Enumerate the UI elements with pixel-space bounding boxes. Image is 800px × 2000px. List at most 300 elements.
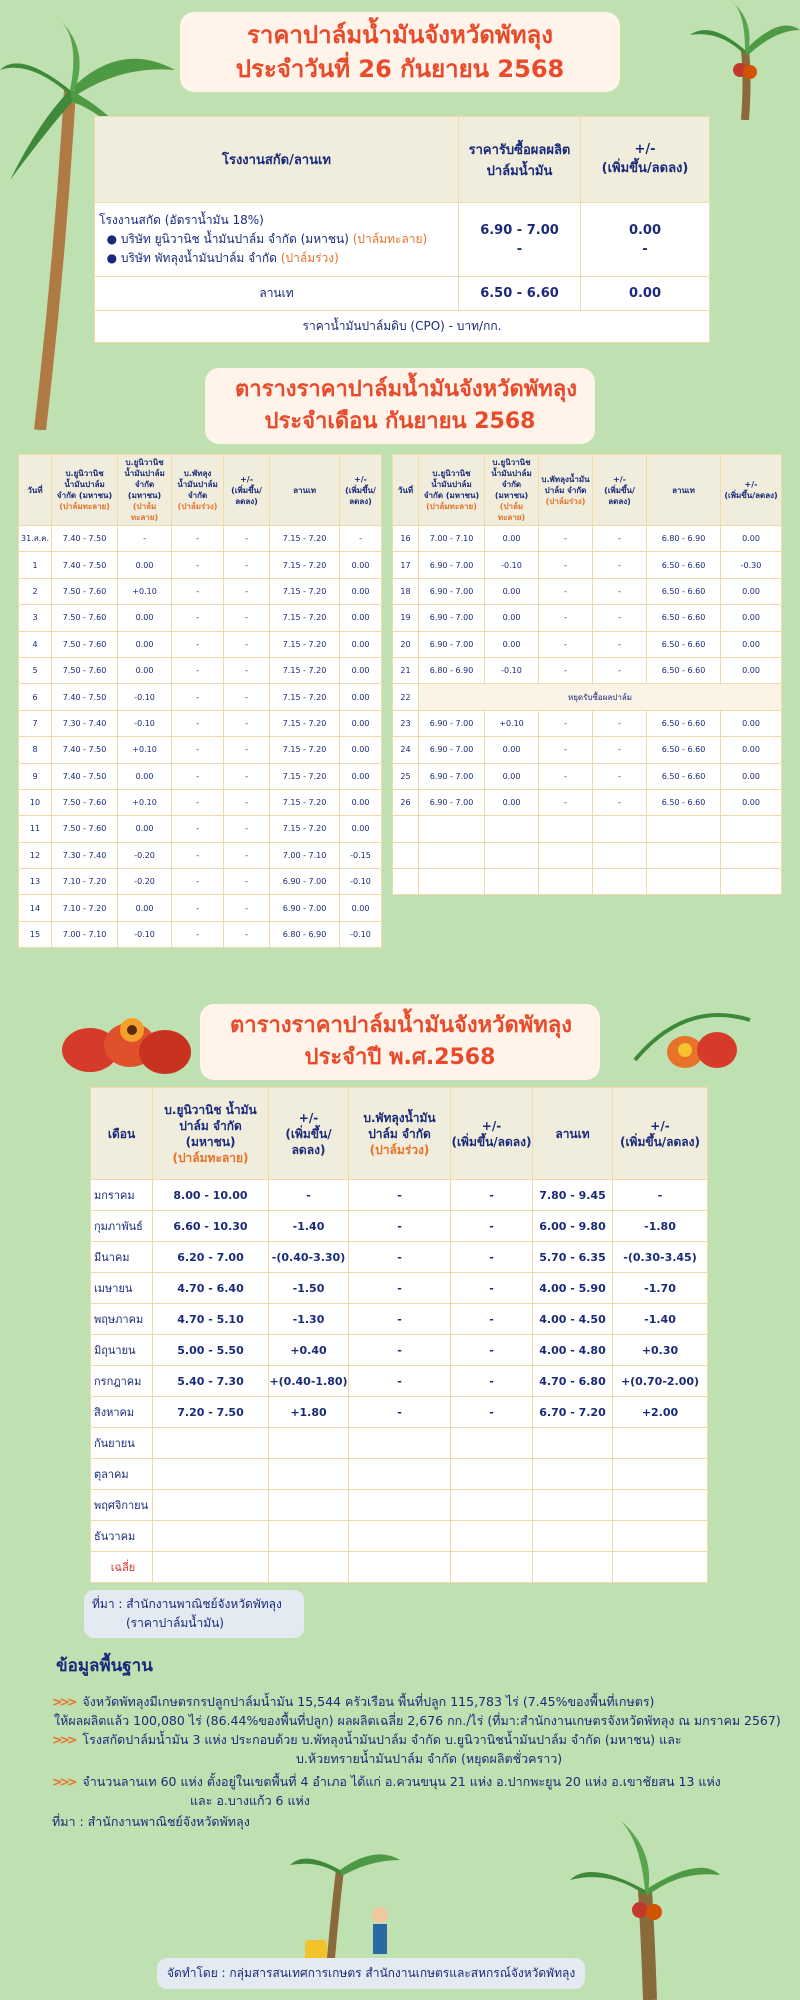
year-cell (613, 1521, 708, 1552)
month-right-cell: 6.90 - 7.00 (419, 789, 485, 815)
month-right-row (393, 869, 782, 895)
year-cell: ธันวาคม (91, 1521, 153, 1552)
month-right-cell: 0.00 (485, 578, 539, 604)
year-cell: - (349, 1180, 451, 1211)
year-cell: มกราคม (91, 1180, 153, 1211)
month-left-cell: 0.00 (118, 816, 172, 842)
mh2-c1-sub: (ปาล์มทะลาย) (426, 502, 477, 511)
month-right-cell (721, 816, 782, 842)
month-left-cell: +0.10 (118, 789, 172, 815)
month-left-row (19, 578, 382, 604)
daily-yard-price: 6.50 - 6.60 (459, 277, 581, 311)
year-cell: เฉลี่ย (91, 1552, 153, 1583)
year-cell: 7.80 - 9.45 (533, 1180, 613, 1211)
month-right-row (393, 657, 782, 683)
year-cell (533, 1552, 613, 1583)
month-left-cell: - (172, 578, 224, 604)
month-right-cell: - (539, 552, 593, 578)
month-right-cell: 17 (393, 552, 419, 578)
month-right-cell: - (593, 526, 647, 552)
month-right-note: หยุดรับซื้อผลปาล์ม (419, 684, 782, 710)
month-right-row (393, 605, 782, 631)
year-row (91, 1490, 708, 1521)
month-left-cell: 0.00 (118, 763, 172, 789)
daily-factory-price (459, 203, 581, 277)
month-right-cell: 6.50 - 6.60 (647, 552, 721, 578)
month-left-cell: - (172, 684, 224, 710)
year-cell (613, 1459, 708, 1490)
year-cell (451, 1490, 533, 1521)
month-right-cell: 23 (393, 710, 419, 736)
month-right-cell: 0.00 (721, 710, 782, 736)
info-arrow-2: >>> (52, 1732, 75, 1747)
yearly-title-line1: ตารางราคาปาล์มน้ำมันจังหวัดพัทลุง (230, 1013, 573, 1038)
year-cell: พฤศจิกายน (91, 1490, 153, 1521)
year-cell: +2.00 (613, 1397, 708, 1428)
mh-c4: +/- (เพิ่มขึ้น/ลดลง) (224, 455, 270, 526)
year-cell (269, 1521, 349, 1552)
month-right-row (393, 737, 782, 763)
month-left-cell: -0.20 (118, 842, 172, 868)
month-right-cell: - (539, 737, 593, 763)
year-cell: 4.70 - 6.40 (153, 1273, 269, 1304)
info-arrow-1: >>> (52, 1694, 75, 1709)
month-right-cell: 6.90 - 7.00 (419, 710, 485, 736)
month-right-cell: - (539, 789, 593, 815)
month-right-cell: 6.50 - 6.60 (647, 578, 721, 604)
month-right-row (393, 552, 782, 578)
month-left-row (19, 657, 382, 683)
yh-c2: +/- (เพิ่มขึ้น/ลดลง) (269, 1088, 349, 1180)
year-cell: +1.80 (269, 1397, 349, 1428)
year-cell: +0.40 (269, 1335, 349, 1366)
year-cell: สิงหาคม (91, 1397, 153, 1428)
month-left-cell: 9 (19, 763, 52, 789)
factory1-change: 0.00 (628, 222, 662, 238)
month-left-row (19, 526, 382, 552)
yh-c1-sub: (ปาล์มทะลาย) (172, 1150, 249, 1165)
month-left-cell: 7.15 - 7.20 (270, 737, 340, 763)
mh2-c3-label: บ.พัทลุงน้ำมันปาล์ม จำกัด (541, 474, 590, 495)
month-right-cell: 18 (393, 578, 419, 604)
mh2-day: วันที่ (393, 455, 419, 526)
factory1-price: 6.90 - 7.00 (480, 222, 559, 238)
month-left-cell: 7.30 - 7.40 (52, 842, 118, 868)
daily-col-change: +/- (เพิ่มขึ้น/ลดลง) (581, 117, 710, 203)
month-left-row (19, 631, 382, 657)
year-cell (533, 1521, 613, 1552)
month-left-cell: 0.00 (340, 710, 382, 736)
mh-c2 (118, 455, 172, 526)
month-right-cell (721, 842, 782, 868)
month-right-cell: -0.10 (485, 552, 539, 578)
month-right-cell: 0.00 (721, 526, 782, 552)
year-cell: 4.00 - 4.80 (533, 1335, 613, 1366)
factory2-change: - (642, 241, 648, 257)
year-cell: -(0.30-3.45) (613, 1242, 708, 1273)
daily-factory-cell (95, 203, 459, 277)
palm-fruit-left-icon (50, 1010, 200, 1080)
footer-credit: จัดทำโดย : กลุ่มสารสนเทศการเกษตร สำนักงานเกษตรและสหกรณ์จังหวัดพัทลุง (157, 1958, 585, 1989)
month-right-cell: +0.10 (485, 710, 539, 736)
month-left-cell: -0.10 (340, 921, 382, 947)
month-left-cell: - (224, 763, 270, 789)
month-right-cell: - (539, 763, 593, 789)
month-right-cell: 22 (393, 684, 419, 710)
month-right-cell: - (593, 631, 647, 657)
year-cell: มีนาคม (91, 1242, 153, 1273)
year-cell (269, 1428, 349, 1459)
page-title-line2: ประจำวันที่ 26 กันยายน 2568 (235, 55, 565, 83)
month-right-cell: 6.50 - 6.60 (647, 789, 721, 815)
year-row (91, 1335, 708, 1366)
month-left-cell: 7.15 - 7.20 (270, 789, 340, 815)
month-left-row (19, 710, 382, 736)
year-cell: +0.30 (613, 1335, 708, 1366)
mh2-c1-label: บ.ยูนิวานิช น้ำมันปาล์ม จำกัด (มหาชน) (423, 469, 480, 500)
month-left-cell: 6.80 - 6.90 (270, 921, 340, 947)
month-right-cell: 7.00 - 7.10 (419, 526, 485, 552)
month-right-cell (485, 816, 539, 842)
month-right-cell: 6.50 - 6.60 (647, 657, 721, 683)
info-p3b: และ อ.บางแก้ว 6 แห่ง (190, 1793, 310, 1808)
month-left-cell: 7.40 - 7.50 (52, 763, 118, 789)
year-cell: - (451, 1180, 533, 1211)
month-left-cell: 7.15 - 7.20 (270, 631, 340, 657)
month-left-cell: 7.40 - 7.50 (52, 684, 118, 710)
month-left-cell: 7.50 - 7.60 (52, 578, 118, 604)
month-left-cell: - (172, 895, 224, 921)
info-p2b: บ.ห้วยทรายน้ำมันปาล์ม จำกัด (หยุดผลิตชั่วคราว) (296, 1751, 563, 1766)
month-right-cell: 24 (393, 737, 419, 763)
yh-c4: +/- (เพิ่มขึ้น/ลดลง) (451, 1088, 533, 1180)
month-right-cell: 21 (393, 657, 419, 683)
month-left-cell: -0.10 (118, 684, 172, 710)
month-left-cell: 0.00 (340, 552, 382, 578)
year-cell: - (451, 1397, 533, 1428)
mh2-c3-sub: (ปาล์มร่วง) (545, 496, 586, 506)
month-left-cell: 8 (19, 737, 52, 763)
month-right-cell: 6.90 - 7.00 (419, 578, 485, 604)
mh-c3-sub: (ปาล์มร่วง) (177, 502, 218, 511)
month-right-cell: 0.00 (721, 737, 782, 763)
monthly-title-line1: ตารางราคาปาล์มน้ำมันจังหวัดพัทลุง (235, 377, 578, 402)
year-row (91, 1428, 708, 1459)
month-left-cell: - (224, 869, 270, 895)
year-cell: 4.00 - 4.50 (533, 1304, 613, 1335)
month-right-row (393, 526, 782, 552)
factory1-name: บริษัท ยูนิวานิช น้ำมันปาล์ม จำกัด (มหาชน) (120, 232, 349, 246)
year-cell: - (349, 1211, 451, 1242)
year-cell: 7.20 - 7.50 (153, 1397, 269, 1428)
year-cell (349, 1428, 451, 1459)
month-left-cell: - (172, 763, 224, 789)
mh-c3-label: บ.พัทลุงน้ำมันปาล์ม จำกัด (177, 469, 218, 500)
month-left-cell: - (224, 657, 270, 683)
year-cell: - (451, 1335, 533, 1366)
month-right-cell: 0.00 (485, 737, 539, 763)
year-cell: +(0.40-1.80) (269, 1366, 349, 1397)
month-left-cell: - (172, 526, 224, 552)
year-cell (269, 1552, 349, 1583)
year-row (91, 1211, 708, 1242)
yearly-title (200, 1004, 600, 1080)
year-cell: - (349, 1242, 451, 1273)
monthly-title-line2: ประจำเดือน กันยายน 2568 (264, 409, 536, 434)
month-left-cell: -0.10 (118, 921, 172, 947)
month-left-cell: 7.00 - 7.10 (52, 921, 118, 947)
month-right-cell: 6.90 - 7.00 (419, 552, 485, 578)
yearly-table (90, 1087, 708, 1583)
month-left-cell: 7.15 - 7.20 (270, 526, 340, 552)
mh-c1-label: บ.ยูนิวานิช น้ำมันปาล์ม จำกัด (มหาชน) (56, 469, 113, 500)
month-left-cell: 2 (19, 578, 52, 604)
month-right-row (393, 816, 782, 842)
month-right-cell (593, 842, 647, 868)
month-left-cell: 7 (19, 710, 52, 736)
month-left-cell: 0.00 (118, 631, 172, 657)
month-right-cell: -0.30 (721, 552, 782, 578)
month-right-cell: 25 (393, 763, 419, 789)
monthly-table-right (392, 454, 782, 895)
info-p1b: ให้ผลผลิตแล้ว 100,080 ไร่ (86.44%ของพื้นที่ปลูก) ผลผลิตเฉลี่ย 2,676 กก./ไร่ (ที่มา:สำนักงานเกษตรจังหวัดพัทลุง ณ มกราคม 2567) (54, 1713, 781, 1728)
year-cell: - (269, 1180, 349, 1211)
month-right-cell (539, 842, 593, 868)
daily-cpo: ราคาน้ำมันปาล์มดิบ (CPO) - บาท/กก. (95, 311, 710, 343)
month-right-cell (419, 816, 485, 842)
month-left-cell: 0.00 (340, 789, 382, 815)
palm-tree-bottom-right-icon (570, 1820, 720, 2000)
year-cell: +(0.70-2.00) (613, 1366, 708, 1397)
mh-c6: +/- (เพิ่มขึ้น/ลดลง) (340, 455, 382, 526)
month-left-cell: +0.10 (118, 578, 172, 604)
month-left-cell: - (224, 737, 270, 763)
factory2-row: ● บริษัท พัทลุงน้ำมันปาล์ม จำกัด (ปาล์มร่วง) (99, 251, 339, 265)
month-right-cell: 6.90 - 7.00 (419, 737, 485, 763)
month-left-cell: 7.00 - 7.10 (270, 842, 340, 868)
month-left-cell: - (224, 789, 270, 815)
month-left-cell: 7.15 - 7.20 (270, 657, 340, 683)
mh2-c2-label: บ.ยูนิวานิช น้ำมันปาล์ม จำกัด (มหาชน) (491, 458, 532, 500)
mh-c2-sub: (ปาล์มทะลาย) (130, 502, 159, 522)
monthly-title (205, 368, 595, 444)
month-left-row (19, 895, 382, 921)
year-cell: - (349, 1304, 451, 1335)
month-left-cell: 7.40 - 7.50 (52, 737, 118, 763)
month-left-cell: - (224, 552, 270, 578)
month-left-cell: 7.15 - 7.20 (270, 763, 340, 789)
year-row (91, 1273, 708, 1304)
month-left-cell: -0.15 (340, 842, 382, 868)
year-cell (451, 1459, 533, 1490)
mh2-c2-sub: (ปาล์มทะลาย) (497, 502, 526, 522)
factory2-price: - (516, 241, 523, 257)
year-cell: 6.00 - 9.80 (533, 1211, 613, 1242)
factory2-name: บริษัท พัทลุงน้ำมันปาล์ม จำกัด (120, 251, 277, 265)
month-right-cell: - (593, 578, 647, 604)
month-left-cell: -0.20 (118, 869, 172, 895)
month-left-cell: - (224, 578, 270, 604)
mh2-c1 (419, 455, 485, 526)
month-left-cell: - (172, 605, 224, 631)
year-cell: -(0.40-3.30) (269, 1242, 349, 1273)
year-cell: - (349, 1397, 451, 1428)
month-left-cell: 0.00 (340, 684, 382, 710)
month-right-cell: - (593, 552, 647, 578)
year-cell: กุมภาพันธ์ (91, 1211, 153, 1242)
month-right-cell (485, 842, 539, 868)
month-right-cell: 0.00 (485, 605, 539, 631)
daily-yard-label: ลานเท (95, 277, 459, 311)
month-left-cell: 7.40 - 7.50 (52, 552, 118, 578)
month-left-cell: 10 (19, 789, 52, 815)
yh-c3-label: บ.พัทลุงน้ำมันปาล์ม จำกัด (363, 1110, 436, 1141)
year-row (91, 1304, 708, 1335)
month-left-cell: 4 (19, 631, 52, 657)
monthly-table-left (18, 454, 382, 948)
month-left-cell: - (224, 631, 270, 657)
month-left-cell: - (172, 631, 224, 657)
year-cell: 8.00 - 10.00 (153, 1180, 269, 1211)
month-left-cell: 13 (19, 869, 52, 895)
month-right-cell: 6.80 - 6.90 (647, 526, 721, 552)
year-cell: - (613, 1180, 708, 1211)
month-left-row (19, 816, 382, 842)
info-p2a: โรงสกัดปาล์มน้ำมัน 3 แห่ง ประกอบด้วย บ.พัทลุงน้ำมันปาล์ม จำกัด บ.ยูนิวานิชน้ำมันปาล์ม จำกัด (มหาชน) และ (82, 1732, 682, 1747)
year-cell (153, 1521, 269, 1552)
year-cell: - (451, 1304, 533, 1335)
month-right-cell: 0.00 (485, 631, 539, 657)
month-right-row (393, 684, 782, 710)
year-cell (153, 1490, 269, 1521)
yh-c1 (153, 1088, 269, 1180)
info-title: ข้อมูลพื้นฐาน (56, 1656, 153, 1676)
month-left-cell: 31.ส.ค. (19, 526, 52, 552)
month-right-cell: - (539, 631, 593, 657)
month-right-cell (647, 842, 721, 868)
month-left-cell: 0.00 (118, 605, 172, 631)
month-left-cell: 6.90 - 7.00 (270, 869, 340, 895)
daily-col-price: ราคารับซื้อผลผลิตปาล์มน้ำมัน (459, 117, 581, 203)
daily-factory-change (581, 203, 710, 277)
month-left-row (19, 605, 382, 631)
month-right-cell (393, 842, 419, 868)
year-row (91, 1366, 708, 1397)
year-cell: - (451, 1211, 533, 1242)
month-right-cell: - (593, 605, 647, 631)
year-cell: มิถุนายน (91, 1335, 153, 1366)
year-cell: - (451, 1366, 533, 1397)
month-right-cell: - (539, 605, 593, 631)
month-left-cell: 7.15 - 7.20 (270, 684, 340, 710)
month-right-cell (539, 869, 593, 895)
info-p2 (52, 1730, 782, 1749)
month-left-cell: - (172, 789, 224, 815)
year-row (91, 1521, 708, 1552)
daily-col-factory: โรงงานสกัด/ลานเท (95, 117, 459, 203)
month-right-cell: - (593, 737, 647, 763)
month-left-cell: - (224, 526, 270, 552)
yh-c6: +/- (เพิ่มขึ้น/ลดลง) (613, 1088, 708, 1180)
year-cell: กันยายน (91, 1428, 153, 1459)
month-left-cell: 7.50 - 7.60 (52, 631, 118, 657)
month-left-cell: +0.10 (118, 737, 172, 763)
year-cell: 4.70 - 6.80 (533, 1366, 613, 1397)
year-row (91, 1180, 708, 1211)
month-left-row (19, 921, 382, 947)
month-left-cell: - (172, 710, 224, 736)
month-right-cell: 20 (393, 631, 419, 657)
month-right-cell: 0.00 (721, 605, 782, 631)
year-cell (533, 1490, 613, 1521)
month-left-cell: - (172, 552, 224, 578)
year-cell: 5.00 - 5.50 (153, 1335, 269, 1366)
year-cell (613, 1552, 708, 1583)
palm-fruit-right-icon (625, 1000, 755, 1075)
info-p1a: จังหวัดพัทลุงมีเกษตรกรปลูกปาล์มน้ำมัน 15,544 ครัวเรือน พื้นที่ปลูก 115,783 ไร่ (7.45%ของพื้นที่เกษตร) (82, 1694, 655, 1709)
month-left-cell: 0.00 (340, 816, 382, 842)
info-p3 (52, 1772, 782, 1791)
month-right-cell (721, 869, 782, 895)
month-left-row (19, 763, 382, 789)
info-p1 (52, 1692, 782, 1711)
year-cell: เมษายน (91, 1273, 153, 1304)
mh2-c2 (485, 455, 539, 526)
month-right-cell: 0.00 (721, 657, 782, 683)
month-right-cell: 6.90 - 7.00 (419, 605, 485, 631)
factory-heading: โรงงานสกัด (อัตราน้ำมัน 18%) (99, 213, 264, 227)
year-cell: - (349, 1273, 451, 1304)
month-right-cell: 16 (393, 526, 419, 552)
month-right-cell: 19 (393, 605, 419, 631)
month-left-cell: 7.50 - 7.60 (52, 605, 118, 631)
month-left-cell: 15 (19, 921, 52, 947)
month-left-row (19, 842, 382, 868)
page-title-line1: ราคาปาล์มน้ำมันจังหวัดพัทลุง (247, 21, 553, 49)
year-cell: - (451, 1273, 533, 1304)
month-right-cell: - (539, 526, 593, 552)
month-left-cell: 0.00 (118, 552, 172, 578)
month-left-cell: - (224, 684, 270, 710)
month-left-cell: -0.10 (118, 710, 172, 736)
year-cell: 6.60 - 10.30 (153, 1211, 269, 1242)
month-right-cell (593, 816, 647, 842)
month-right-cell (419, 869, 485, 895)
month-right-cell: 6.50 - 6.60 (647, 631, 721, 657)
factory2-type: (ปาล์มร่วง) (280, 251, 339, 265)
mh-c5: ลานเท (270, 455, 340, 526)
month-left-row (19, 552, 382, 578)
year-cell: -1.50 (269, 1273, 349, 1304)
yh-c3-sub: (ปาล์มร่วง) (369, 1142, 430, 1157)
month-left-cell: 0.00 (340, 605, 382, 631)
info-arrow-3: >>> (52, 1774, 75, 1789)
month-left-cell: 0.00 (340, 657, 382, 683)
month-left-cell: - (224, 605, 270, 631)
month-right-row (393, 842, 782, 868)
month-right-cell: 6.50 - 6.60 (647, 605, 721, 631)
year-cell: กรกฎาคม (91, 1366, 153, 1397)
month-right-row (393, 789, 782, 815)
month-left-cell: 7.15 - 7.20 (270, 710, 340, 736)
mh-c3 (172, 455, 224, 526)
month-left-cell: - (172, 657, 224, 683)
year-cell: 5.40 - 7.30 (153, 1366, 269, 1397)
month-left-row (19, 789, 382, 815)
year-cell: 6.20 - 7.00 (153, 1242, 269, 1273)
month-right-cell: 0.00 (721, 578, 782, 604)
year-cell (451, 1521, 533, 1552)
